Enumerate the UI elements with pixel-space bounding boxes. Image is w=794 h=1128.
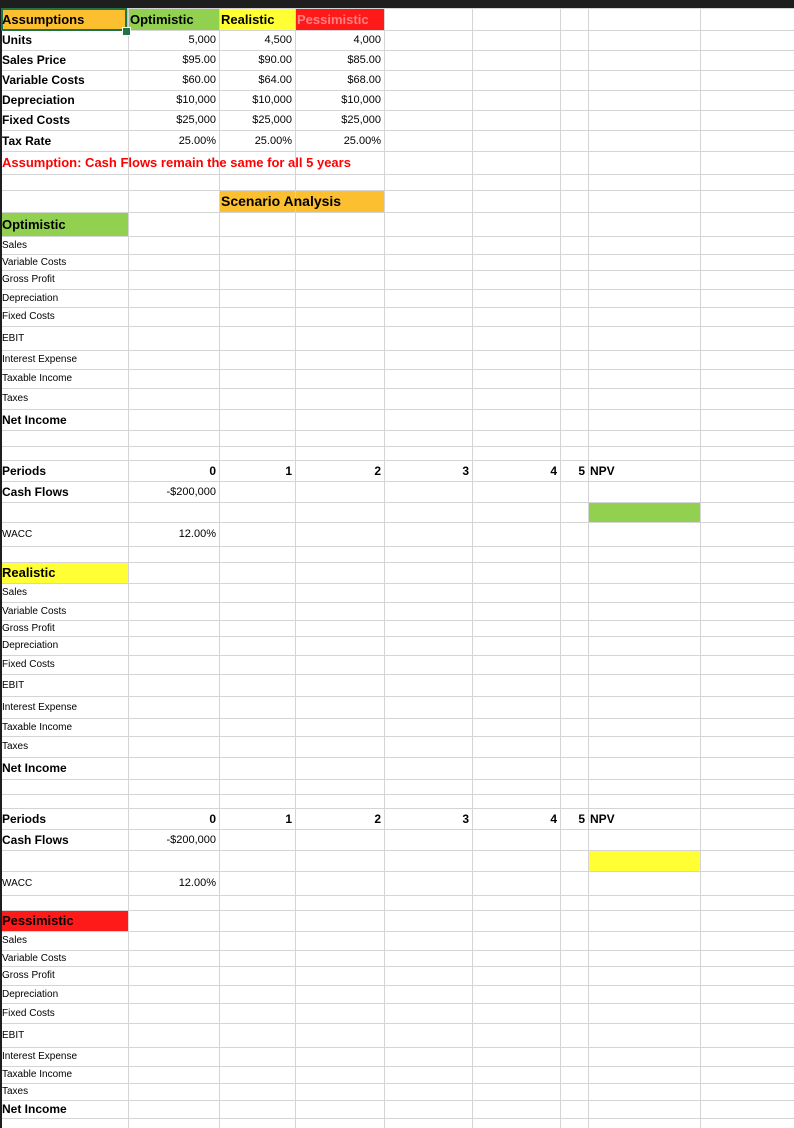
period-number[interactable]: 2 (374, 463, 381, 478)
gridline-col (560, 0, 561, 1128)
optimistic-value[interactable]: $25,000 (176, 114, 216, 126)
gridline-row (0, 174, 794, 175)
pessimistic-value[interactable]: $68.00 (347, 74, 381, 86)
col-optimistic[interactable]: Optimistic (130, 11, 194, 27)
income-line-label[interactable]: Taxes (2, 741, 29, 752)
col-realistic[interactable]: Realistic (221, 11, 275, 27)
period-number[interactable]: 0 (209, 463, 216, 478)
income-line-label[interactable]: Depreciation (2, 292, 59, 304)
pessimistic-value[interactable]: $85.00 (347, 54, 381, 66)
period-number[interactable]: 5 (578, 463, 585, 478)
income-line-label[interactable]: EBIT (2, 679, 25, 691)
period-number[interactable]: 3 (462, 463, 469, 478)
gridline-col (588, 0, 589, 1128)
period-number[interactable]: 4 (550, 463, 557, 478)
npv-label[interactable]: NPV (590, 811, 615, 826)
periods-label[interactable]: Periods (2, 811, 47, 826)
gridline-col (472, 0, 473, 1128)
period-number[interactable]: 1 (285, 463, 292, 478)
income-line-label[interactable]: Taxable Income (2, 1069, 73, 1080)
income-line-label[interactable]: Gross Profit (2, 274, 55, 285)
income-line-label[interactable]: Fixed Costs (2, 1007, 55, 1019)
assumption-label[interactable]: Units (2, 33, 32, 47)
gridline-row (0, 850, 794, 851)
optimistic-npv-fill (588, 502, 700, 522)
assumption-label[interactable]: Depreciation (2, 93, 75, 107)
period-number[interactable]: 2 (374, 811, 381, 826)
period-number[interactable]: 5 (578, 811, 585, 826)
gridline-col (700, 0, 701, 1128)
scenario-section-title[interactable]: Pessimistic (2, 913, 74, 928)
pessimistic-value[interactable]: 4,000 (353, 34, 381, 46)
gridline-row (0, 794, 794, 795)
optimistic-value[interactable]: $60.00 (182, 74, 216, 86)
income-line-label[interactable]: Taxable Income (2, 373, 73, 384)
income-line-label[interactable]: Taxes (2, 393, 29, 404)
income-line-label[interactable]: Sales (2, 239, 28, 251)
income-line-label[interactable]: Variable Costs (2, 605, 67, 617)
wacc-label[interactable]: WACC (2, 528, 33, 540)
income-line-label[interactable]: Depreciation (2, 988, 59, 1000)
net-income-label[interactable]: Net Income (2, 1102, 67, 1116)
wacc-value[interactable]: 12.00% (178, 877, 216, 889)
realistic-value[interactable]: $25,000 (252, 114, 292, 126)
income-line-label[interactable]: Taxable Income (2, 721, 73, 733)
pessimistic-value[interactable]: $10,000 (341, 94, 381, 106)
income-line-label[interactable]: EBIT (2, 1029, 25, 1041)
cash-flows-label[interactable]: Cash Flows (2, 832, 69, 847)
initial-cash-flow[interactable]: -$200,000 (166, 833, 216, 846)
income-line-label[interactable]: Variable Costs (2, 952, 67, 964)
scenario-section-title[interactable]: Realistic (2, 565, 56, 580)
optimistic-value[interactable]: 25.00% (178, 134, 216, 147)
income-line-label[interactable]: Sales (2, 935, 28, 946)
realistic-npv-fill (588, 850, 700, 871)
col-pessimistic[interactable]: Pessimistic (297, 11, 369, 27)
income-line-label[interactable]: Interest Expense (2, 701, 78, 713)
periods-label[interactable]: Periods (2, 463, 47, 478)
realistic-value[interactable]: $64.00 (258, 74, 292, 86)
cash-flows-label[interactable]: Cash Flows (2, 484, 69, 499)
period-number[interactable]: 1 (285, 811, 292, 826)
gridline-row (0, 190, 794, 191)
income-line-label[interactable]: Fixed Costs (2, 659, 55, 670)
assumption-label[interactable]: Fixed Costs (2, 113, 71, 127)
income-line-label[interactable]: Interest Expense (2, 1051, 78, 1062)
net-income-label[interactable]: Net Income (2, 412, 67, 427)
column-header-strip (0, 0, 794, 8)
npv-label[interactable]: NPV (590, 463, 615, 478)
assumption-label[interactable]: Tax Rate (2, 133, 52, 148)
assumption-note[interactable]: Assumption: Cash Flows remain the same for all 5 years (2, 155, 351, 170)
income-line-label[interactable]: EBIT (2, 332, 25, 344)
assumption-label[interactable]: Sales Price (2, 53, 67, 67)
realistic-value[interactable]: $10,000 (252, 94, 292, 106)
realistic-value[interactable]: 4,500 (264, 34, 292, 46)
period-number[interactable]: 4 (550, 811, 557, 826)
pessimistic-value[interactable]: 25.00% (343, 134, 381, 147)
gridline-row (0, 779, 794, 780)
scenario-analysis-title[interactable]: Scenario Analysis (221, 193, 342, 209)
income-line-label[interactable]: Depreciation (2, 640, 59, 651)
gridline-row (0, 430, 794, 431)
income-line-label[interactable]: Gross Profit (2, 622, 55, 634)
income-line-label[interactable]: Sales (2, 587, 28, 598)
period-number[interactable]: 3 (462, 811, 469, 826)
gridline-row (0, 546, 794, 547)
initial-cash-flow[interactable]: -$200,000 (166, 485, 216, 498)
optimistic-value[interactable]: $10,000 (176, 94, 216, 106)
realistic-value[interactable]: $90.00 (258, 54, 292, 66)
gridline-row (0, 502, 794, 503)
optimistic-value[interactable]: 5,000 (188, 34, 216, 46)
wacc-label[interactable]: WACC (2, 877, 33, 889)
scenario-section-title[interactable]: Optimistic (2, 216, 66, 232)
income-line-label[interactable]: Taxes (2, 1086, 29, 1097)
period-number[interactable]: 0 (209, 811, 216, 826)
gridline-row (0, 446, 794, 447)
optimistic-value[interactable]: $95.00 (182, 54, 216, 66)
income-line-label[interactable]: Interest Expense (2, 354, 78, 365)
net-income-label[interactable]: Net Income (2, 761, 67, 775)
pessimistic-value[interactable]: $25,000 (341, 114, 381, 126)
wacc-value[interactable]: 12.00% (178, 528, 216, 540)
income-line-label[interactable]: Fixed Costs (2, 311, 55, 322)
assumptions-title[interactable]: Assumptions (2, 11, 85, 27)
realistic-value[interactable]: 25.00% (254, 134, 292, 147)
assumption-label[interactable]: Variable Costs (2, 73, 85, 87)
gridline-row (0, 895, 794, 896)
income-line-label[interactable]: Variable Costs (2, 256, 67, 268)
income-line-label[interactable]: Gross Profit (2, 970, 55, 981)
gridline-row (0, 1118, 794, 1119)
